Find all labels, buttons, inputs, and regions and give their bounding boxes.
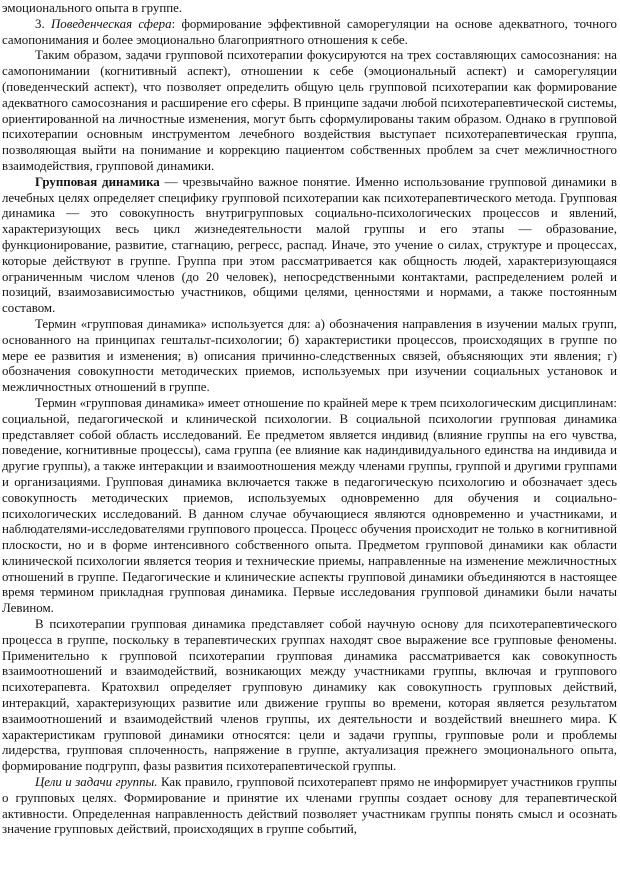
text-run: Таким образом, задачи групповой психотерапии фокусируются на трех составляющих самосознания: на самопонимании (когнитивный аспект), отношении к себе (эмоциональный аспект) и саморегуляции (поведенческий аспект), что позволяет определить общую цель групповой психотерапии как формирование адекватного самосознания и расширение его сферы. В принципе задачи любой психотерапевтической системы, ориентированной на личностные изменения, могут быть сформулированы таким образом. Однако в групповой психотерапии основным инструментом лечебного воздействия выступает психотерапевтическая группа, позволяющая выйти на понимание и коррекцию пациентом собственных проблем за счет межличностного взаимодействия, групповой динамики. <box>2 48 617 173</box>
text-run: 3. <box>35 16 51 31</box>
text-run: Поведенческая сфера <box>50 16 172 31</box>
text-run: Термин «групповая динамика» имеет отношение по крайней мере к трем психологическим дисциплинам: социальной, педагогической и клинической психологии. В социальной психологии групповая динамика представляет собой область исследований. Ее предметом является индивид (влияние группы на его чувства, поведение, когнитивные процессы), сама группа (ее влияние как надиндивидуального единства на индивида и другие группы), а также интеракции и взаимоотношения между членами группы, группой и другими группами и организациями. Групповая динамика включается также в педагогическую психологию и обозначает здесь совокупность методических приемов, используемых одновременно для обучения и социально-психологических исследований. В данном случае обучающиеся являются одновременно и участниками, и наблюдателями-исследователями группового процесса. Процесс обучения происходит не только в когнитивной плоскости, но и в форме интенсивного собственного опыта. Предметом групповой динамики как области клинической психологии является теория и технические приемы, направленные на изменение межличностных отношений в группе. Педагогические и клинические аспекты групповой динамики объединяются в настоящее время термином прикладная групповая динамика. Первые исследования групповой динамики были начаты Левином. <box>2 395 617 616</box>
text-run: Термин «групповая динамика» используется для: а) обозначения направления в изучении малых групп, основанного на принципах гештальт-психологии; б) характеристики процессов, происходящих в группе по мере ее развития и изменения; в) описания причинно-следственных связей, объясняющих эти явления; г) обозначения совокупности методических приемов, используемых при изучении социальных установок и межличностных отношений в группе. <box>2 316 617 395</box>
paragraph <box>2 1 617 17</box>
text-run: эмоционального опыта в группе. <box>2 1 183 15</box>
paragraph <box>2 396 617 617</box>
paragraph <box>2 48 617 174</box>
page-text <box>2 1 617 838</box>
text-run: : формирование эффективной саморегуляции на основе адекватного, точного самопонимания и более эмоционально благоприятного отношения к себе. <box>2 16 617 47</box>
text-run: В психотерапии групповая динамика представляет собой научную основу для психотерапевтического процесса в группе, поскольку в терапевтических группах находят свое выражение все групповые феномены. Применительно к групповой психотерапии групповая динамика рассматривается как совокупность взаимоотношений и взаимодействий, возникающих между участниками группы, включая и группового психотерапевта. Кратохвил определяет групповую динамику как совокупность групповых действий, интеракций, характеризующих развитие или движение группы во времени, которая является результатом взаимоотношений и взаимодействий членов группы, их деятельности и воздействий внешнего мира. К характеристикам групповой динамики относятся: цели и задачи группы, групповые роли и проблемы лидерства, групповая сплоченность, напряжение в группе, актуализация прежнего эмоционального опыта, формирование подгрупп, фазы развития психотерапевтической группы. <box>2 617 617 774</box>
text-run: Групповая динамика <box>35 174 160 189</box>
text-run: — чрезвычайно важное понятие. Именно использование групповой динамики в лечебных целях определяет специфику групповой психотерапии как психотерапевтического метода. Групповая динамика — это совокупность внутригрупповых социально-психологических процессов и явлений, характеризующих весь цикл жизнедеятельности малой группы и его этапы — образование, функционирование, развитие, стагнацию, регресс, распад. Иначе, это учение о силах, структуре и процессах, которые действуют в группе. Группа при этом рассматривается как общность людей, характеризующаяся ограниченным числом членов (до 20 человек), непосредственными контактами, распределением ролей и позиций, взаимозависимостью участников, общими целями, ценностями и нормами, а также постоянным составом. <box>2 174 618 316</box>
paragraph <box>2 17 617 49</box>
text-run: Как правило, групповой психотерапевт прямо не информирует участников группы о групповых целях. Формирование и принятие их членами группы создает основу для терапевтической активности. Определенная направленность действий позволяет участникам группы понять смысл и осознать значение групповых действий, происходящих в группе событий, <box>2 775 617 837</box>
paragraph <box>2 617 617 775</box>
text-run: Цели и задачи группы. <box>35 775 158 790</box>
paragraph <box>2 175 617 317</box>
paragraph <box>2 775 617 838</box>
paragraph <box>2 317 617 396</box>
